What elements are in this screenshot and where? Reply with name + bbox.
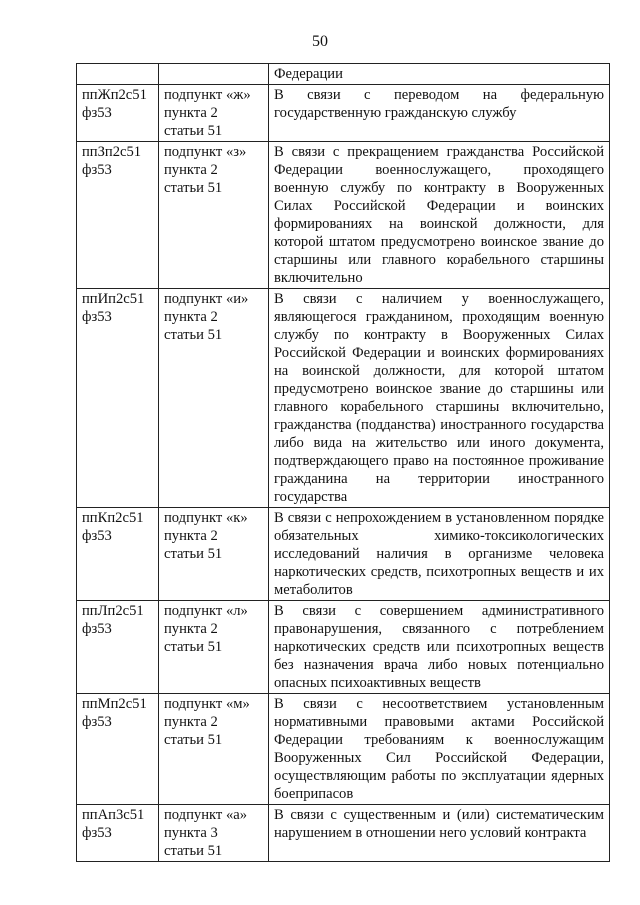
description-cell: В связи с совершением административного правонарушения, связанного с потреблением наркотических средств или психотропных веществ без назначения врача либо новых потенциально опасных психоактивных веществ bbox=[269, 601, 610, 694]
reference-cell: подпункт «а» пункта 3 статьи 51 bbox=[159, 805, 269, 862]
reference-cell: подпункт «и» пункта 2 статьи 51 bbox=[159, 289, 269, 508]
reference-cell: подпункт «ж» пункта 2 статьи 51 bbox=[159, 85, 269, 142]
table-row bbox=[77, 64, 610, 85]
description-cell: В связи с несоответствием установленным нормативными правовыми актами Российской Федерации требованиям к военнослужащим Вооруженных Сил Российской Федерации, осуществляющим работы по эксплуатации ядерных боеприпасов bbox=[269, 694, 610, 805]
reference-cell: подпункт «к» пункта 2 статьи 51 bbox=[159, 508, 269, 601]
code-cell bbox=[77, 64, 159, 85]
dismissal-grounds-table bbox=[76, 63, 610, 862]
description-cell: В связи с наличием у военнослужащего, являющегося гражданином, проходящим военную службу по контракту в Вооруженных Силах Российской Федерации и воинских формированиях на воинской должности, для которой штатом предусмотрено воинское звание до старшины или главного корабельного старшины включительно, гражданства (подданства) иностранного государства либо вида на жительство или иного документа, подтверждающего право на постоянное проживание гражданина на территории иностранного государства bbox=[269, 289, 610, 508]
code-cell: ппКп2с51 фз53 bbox=[77, 508, 159, 601]
table-row bbox=[77, 142, 610, 289]
description-cell: Федерации bbox=[269, 64, 610, 85]
code-cell: ппИп2с51 фз53 bbox=[77, 289, 159, 508]
code-cell: ппМп2с51 фз53 bbox=[77, 694, 159, 805]
code-cell: ппЗп2с51 фз53 bbox=[77, 142, 159, 289]
code-cell: ппЛп2с51 фз53 bbox=[77, 601, 159, 694]
table-row bbox=[77, 289, 610, 508]
table-row bbox=[77, 85, 610, 142]
page-number: 50 bbox=[312, 33, 328, 50]
table-row bbox=[77, 694, 610, 805]
description-cell: В связи с прекращением гражданства Российской Федерации военнослужащего, проходящего военную службу по контракту в Вооруженных Силах Российской Федерации и воинских формированиях на воинской должности, для которой штатом предусмотрено воинское звание до старшины или главного корабельного старшины включительно bbox=[269, 142, 610, 289]
reference-cell bbox=[159, 64, 269, 85]
reference-cell: подпункт «л» пункта 2 статьи 51 bbox=[159, 601, 269, 694]
reference-cell: подпункт «м» пункта 2 статьи 51 bbox=[159, 694, 269, 805]
code-cell: ппЖп2с51 фз53 bbox=[77, 85, 159, 142]
code-cell: ппАп3с51 фз53 bbox=[77, 805, 159, 862]
description-cell: В связи с переводом на федеральную государственную гражданскую службу bbox=[269, 85, 610, 142]
description-cell: В связи с существенным и (или) систематическим нарушением в отношении него условий контракта bbox=[269, 805, 610, 862]
description-cell: В связи с непрохождением в установленном порядке обязательных химико-токсикологических исследований наличия в организме человека наркотических средств, психотропных веществ и их метаболитов bbox=[269, 508, 610, 601]
table-row bbox=[77, 805, 610, 862]
reference-cell: подпункт «з» пункта 2 статьи 51 bbox=[159, 142, 269, 289]
table-row bbox=[77, 601, 610, 694]
table-row bbox=[77, 508, 610, 601]
